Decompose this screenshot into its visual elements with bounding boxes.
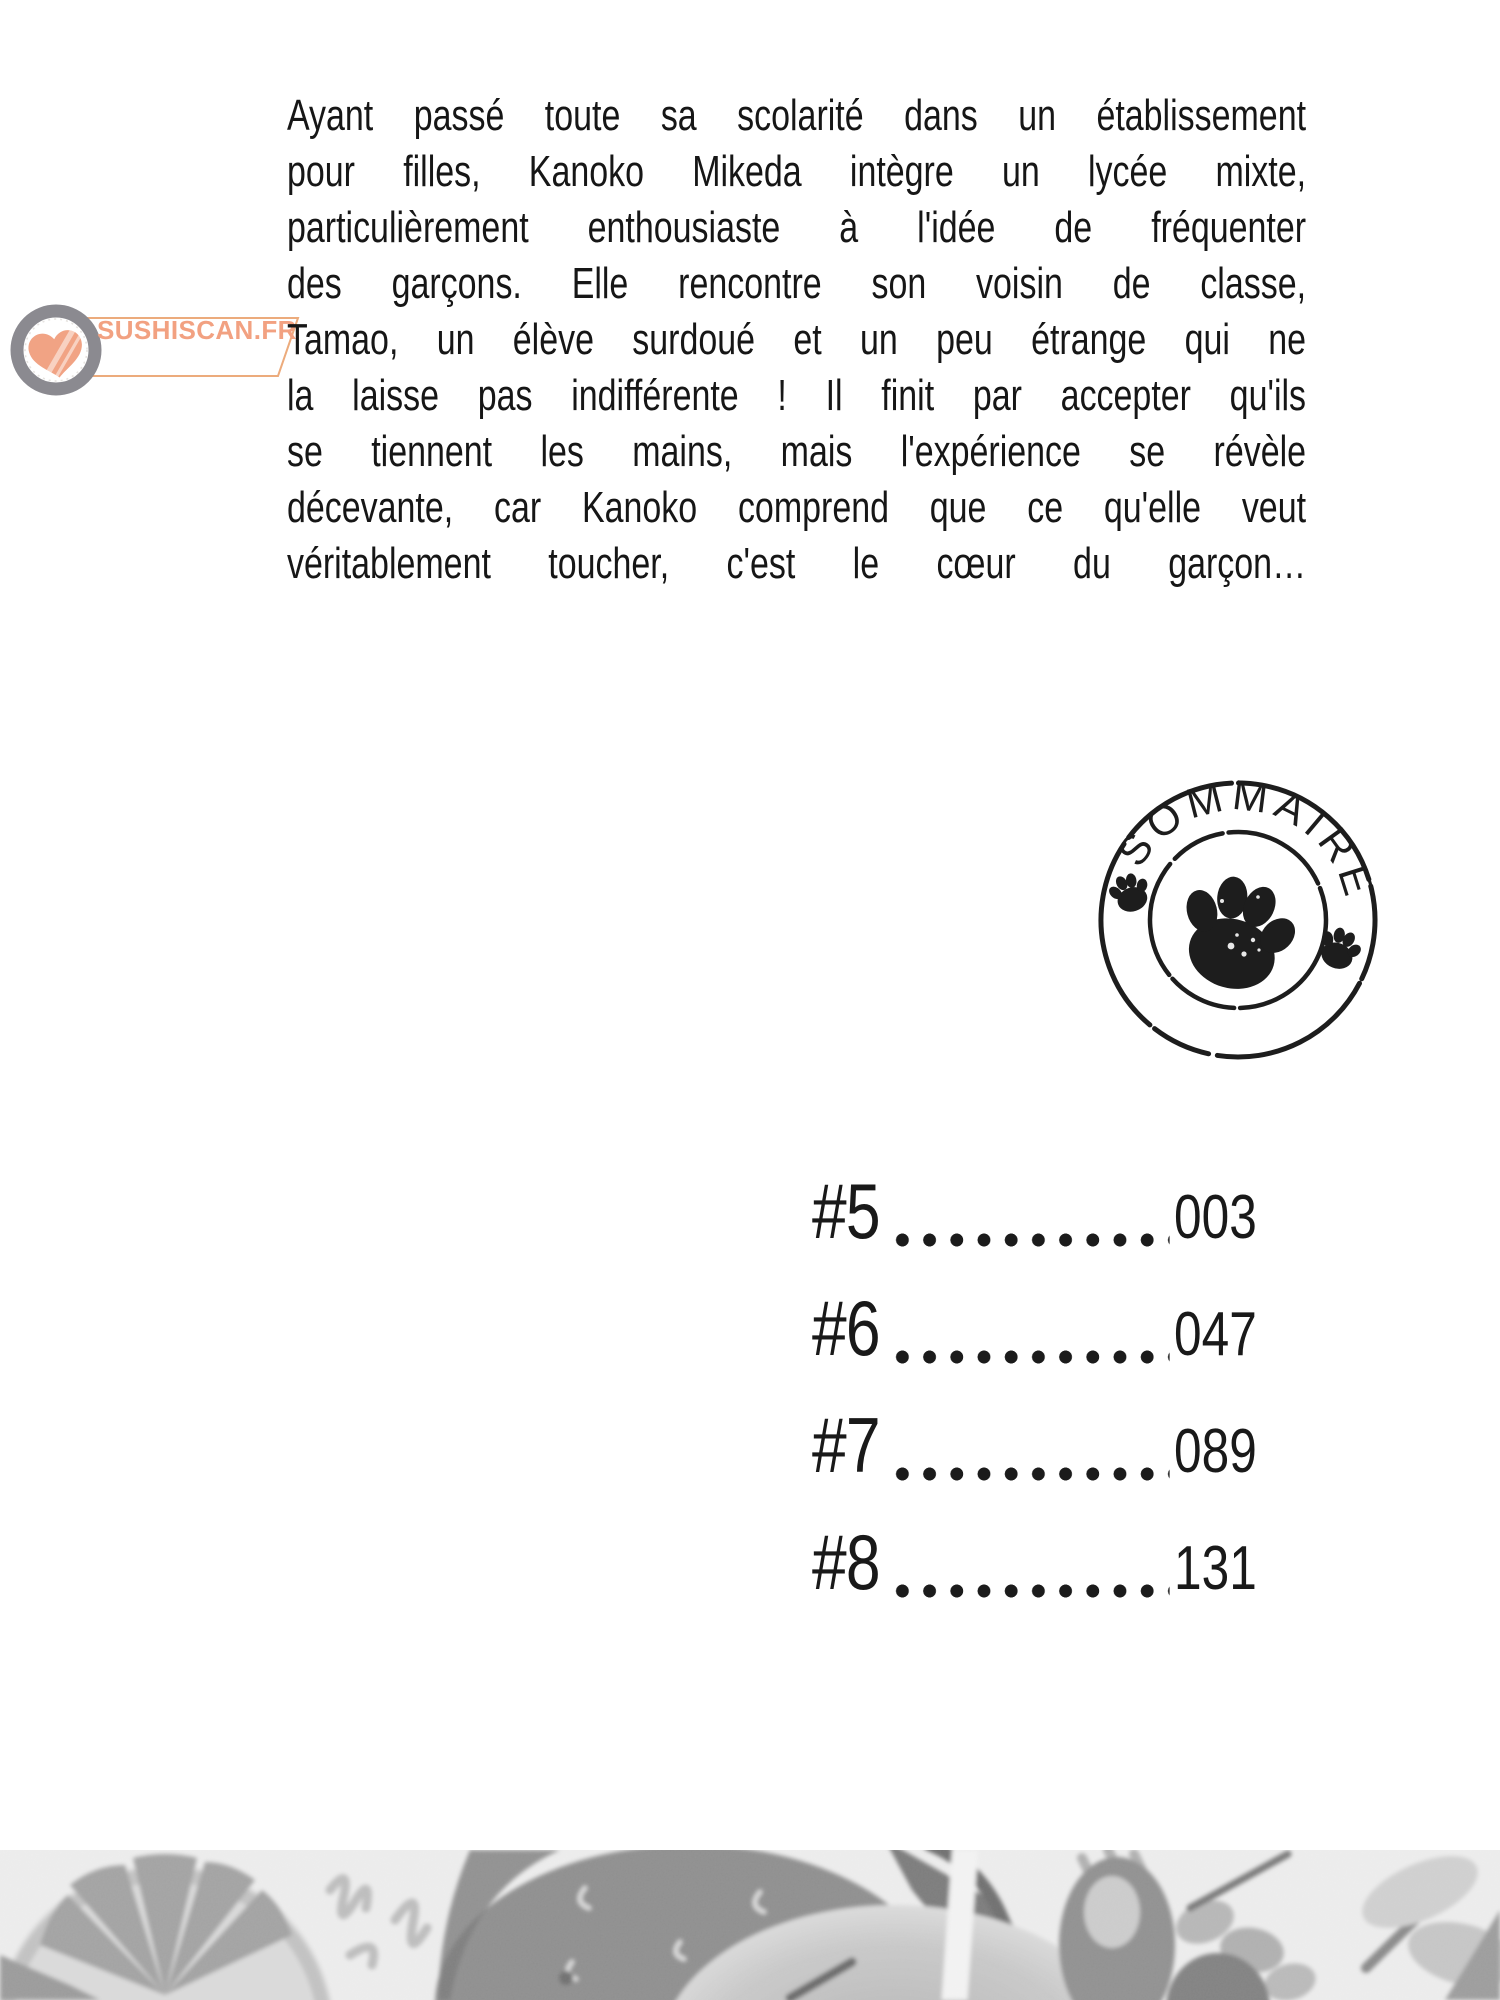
sommaire-stamp — [1088, 770, 1388, 1070]
toc-leader-dots — [893, 1350, 1170, 1364]
sushi-heart-icon — [4, 302, 108, 406]
toc-chapter-label: #6 — [812, 1284, 880, 1372]
toc-row — [812, 1284, 1257, 1372]
toc-page-number: 047 — [1174, 1300, 1257, 1369]
toc-chapter-label: #8 — [812, 1518, 880, 1606]
footer-artwork — [0, 1850, 1500, 2000]
stamp-title: SOMMAIRE — [1108, 770, 1385, 907]
toc-leader-dots — [893, 1584, 1170, 1598]
synopsis-paragraph — [287, 88, 1306, 592]
synopsis-line: véritablement toucher, c'est le cœur du garçon… — [287, 539, 1307, 588]
paw-print-icon — [1161, 862, 1313, 1004]
synopsis-line: Ayant passé toute sa scolarité dans un établissement — [287, 91, 1307, 140]
synopsis-line: Tamao, un élève surdoué et un peu étrange qui ne — [287, 315, 1307, 364]
toc-chapter-label: #5 — [812, 1167, 880, 1255]
synopsis-line: se tiennent les mains, mais l'expérience se révèle — [287, 427, 1307, 476]
synopsis-line: particulièrement enthousiaste à l'idée de fréquenter — [287, 203, 1307, 252]
toc-page-number: 089 — [1174, 1417, 1257, 1486]
synopsis-line: la laisse pas indifférente ! Il finit par accepter qu'ils — [287, 371, 1307, 420]
toc-row — [812, 1401, 1257, 1489]
toc-page-number: 003 — [1174, 1183, 1257, 1252]
synopsis-line: des garçons. Elle rencontre son voisin de classe, — [287, 259, 1307, 308]
toc-row — [812, 1518, 1257, 1606]
table-of-contents — [812, 1167, 1257, 1648]
synopsis-line: décevante, car Kanoko comprend que ce qu'elle veut — [287, 483, 1307, 532]
toc-leader-dots — [893, 1233, 1170, 1247]
toc-leader-dots — [893, 1467, 1170, 1481]
watermark-label: SUSHISCAN.FR — [97, 315, 297, 345]
toc-page-number: 131 — [1174, 1534, 1257, 1603]
toc-row — [812, 1167, 1257, 1255]
synopsis-line: pour filles, Kanoko Mikeda intègre un lycée mixte, — [287, 147, 1307, 196]
toc-chapter-label: #7 — [812, 1401, 880, 1489]
